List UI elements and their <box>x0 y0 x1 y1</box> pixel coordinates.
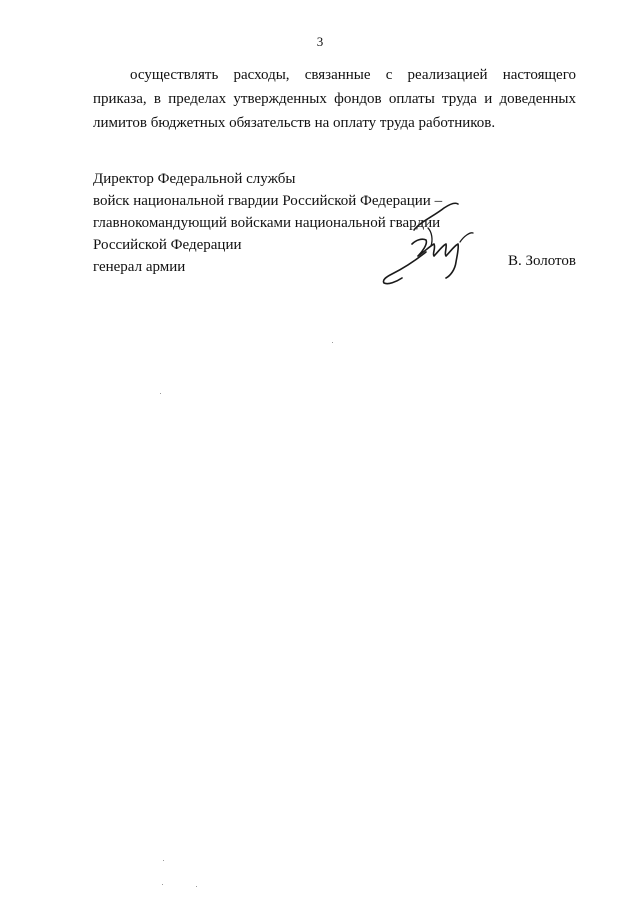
handwritten-signature <box>376 196 476 288</box>
signatory-name: В. Золотов <box>507 253 576 269</box>
body-text <box>93 63 576 135</box>
scan-speck <box>160 393 161 394</box>
signatory-title-line-4: Российской Федерации <box>93 237 242 253</box>
signature-block <box>93 168 576 278</box>
scan-speck <box>162 884 163 885</box>
signatory-title-line-1: Директор Федеральной службы <box>93 171 296 187</box>
signatory-rank: генерал армии <box>93 259 186 275</box>
scan-speck <box>163 860 164 861</box>
page-number: 3 <box>316 34 324 49</box>
body-paragraph: осуществлять расходы, связанные с реализацией настоящего приказа, в пределах утвержденных фондов оплаты труда и доведенных лимитов бюджетных обязательств на оплату труда работников. <box>93 67 576 131</box>
scan-speck <box>196 886 197 887</box>
scan-speck <box>332 342 333 343</box>
signatory-title-line-2: войск национальной гвардии Российской Федерации – <box>93 193 443 209</box>
signatory-title-line-3: главнокомандующий войсками национальной гвардии <box>93 215 441 231</box>
